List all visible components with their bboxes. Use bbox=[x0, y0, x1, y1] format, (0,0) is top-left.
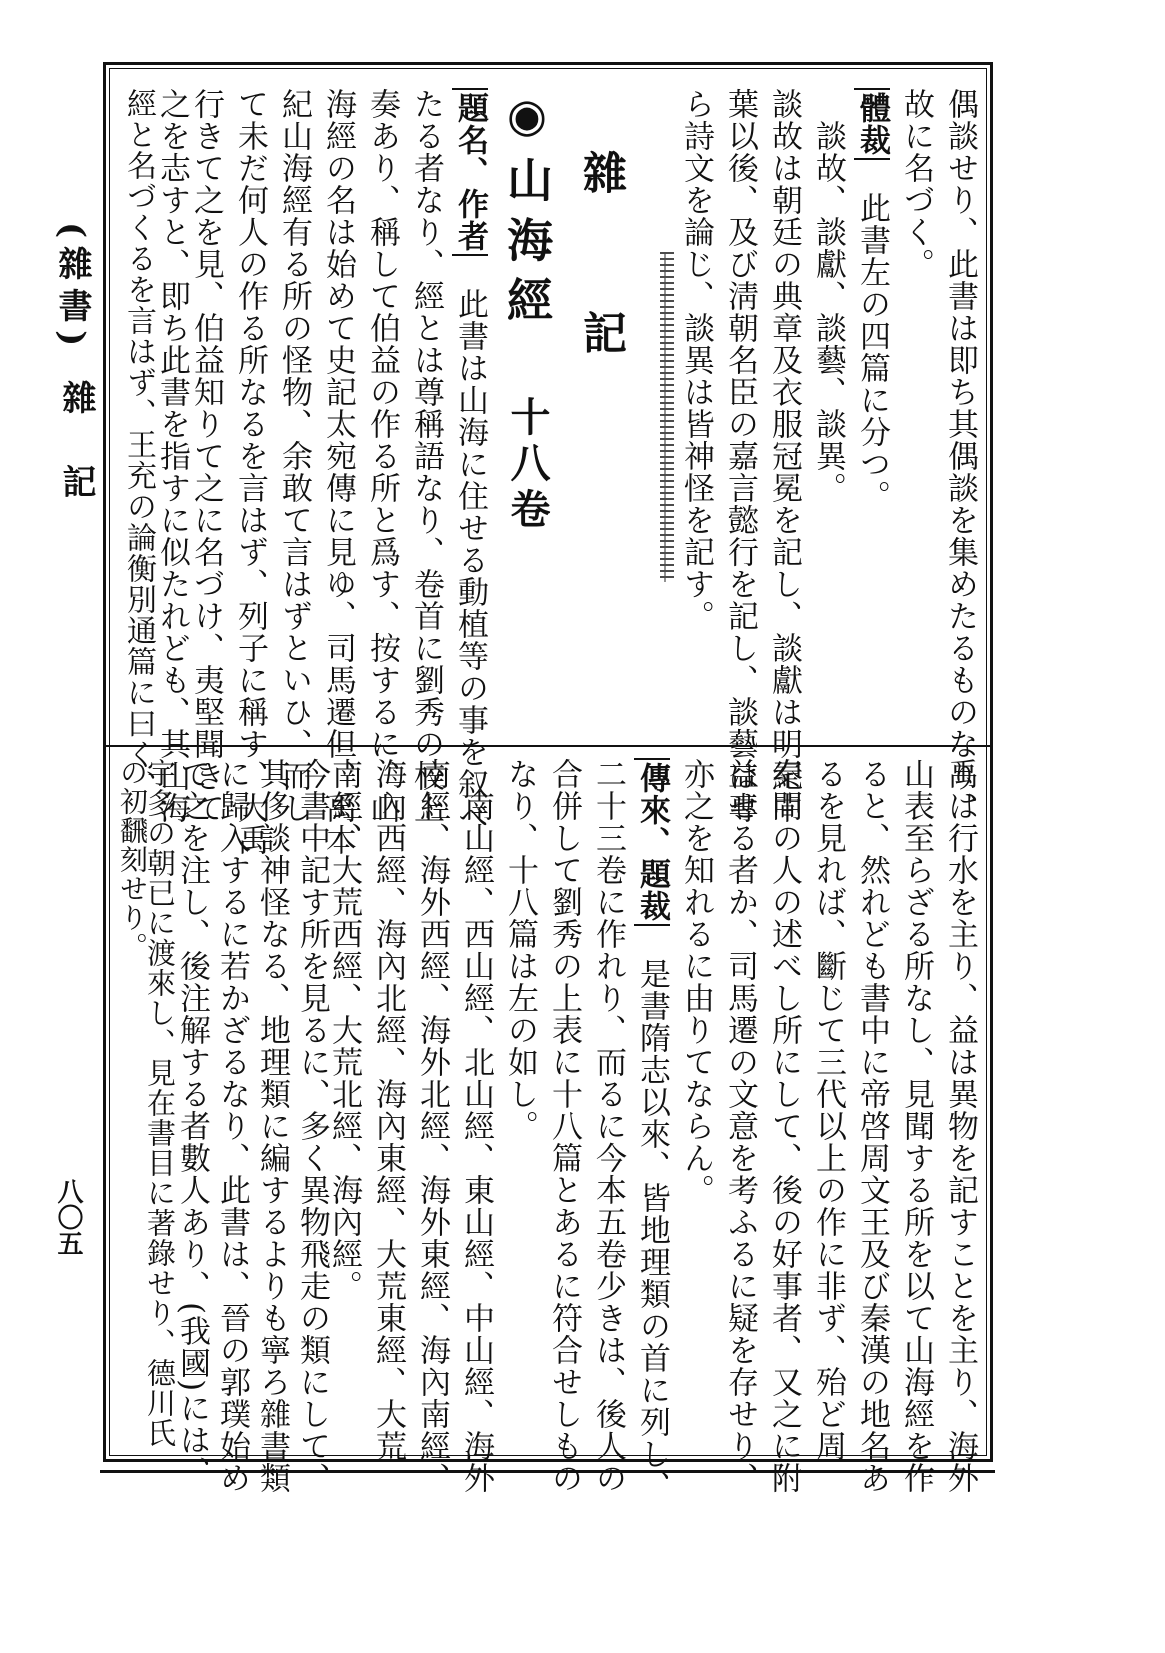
lower-cont-line-3: ると、然れども書中に帝啓周文王及び秦漢の地名あ bbox=[854, 758, 890, 1494]
taiko-line-4: 葉以後、及び淸朝名臣の嘉言懿行を記し、談藝は專 bbox=[722, 88, 758, 824]
section-heading: 雜 記 bbox=[575, 150, 626, 390]
daimei-label: 題名、作者 bbox=[452, 88, 488, 256]
daimei-line-5: 紀山海經有る所の怪物、余敢て言はずといひ、而し bbox=[276, 88, 312, 824]
taiko-label: 體裁 bbox=[854, 88, 890, 160]
book-title-text: ◉山海經 bbox=[500, 88, 554, 336]
margin-category: (雜書) bbox=[52, 222, 92, 355]
daimei-line-4: 海經の名は始めて史記太宛傳に見ゆ、司馬遷但、禹本 bbox=[320, 88, 356, 856]
daimei-line-6: て未だ何人の作る所なるを言はず、列子に稱す、大禹 bbox=[232, 88, 268, 856]
closing-line-5: 宇多の朝已に渡來し、見在書目に著錄せり、德川氏 bbox=[143, 758, 177, 1448]
daimei-line-3: 奏あり、稱して伯益の作る所と爲す、按するに、山 bbox=[364, 88, 400, 824]
closing-line-1: 今書中記す所を見るに、多く異物飛走の類にして、 bbox=[294, 758, 330, 1494]
list-line-2: 南經、海外西經、海外北經、海外東經、海內南經、 bbox=[414, 758, 450, 1494]
lower-cont-line-1: 禹は行水を主り、益は異物を記すことを主り、海外 bbox=[942, 758, 978, 1494]
lower-cont-line-6: 益せる者か、司馬遷の文意を考ふるに疑を存せり、 bbox=[722, 758, 758, 1494]
lower-cont-line-5: 秦間の人の述べし所にして、後の好事者、又之に附 bbox=[766, 758, 802, 1494]
daimei-line-1: 題名、作者 此書は山海に住せる動植等の事を叙べ bbox=[448, 88, 492, 832]
denrai-line-2: 二十三卷に作れり、而るに今本五卷少きは、後人の bbox=[590, 758, 626, 1494]
denrai-line-3: 合併して劉秀の上表に十八篇とあるに符合せしもの bbox=[546, 758, 582, 1494]
taiko-line-5: ら詩文を論じ、談異は皆神怪を記す。 bbox=[678, 88, 714, 632]
lower-cont-line-4: るを見れば、斷じて三代以上の作に非ず、殆ど周 bbox=[810, 758, 846, 1462]
list-line-1: 南山經、西山經、北山經、東山經、中山經、海外 bbox=[458, 790, 494, 1494]
closing-line-4: て之を注し、後注解する者數人あり、(我國)には、 bbox=[174, 758, 210, 1489]
lower-cont-line-2: 山表至らざる所なし、見聞する所を以て山海經を作 bbox=[898, 758, 934, 1494]
list-line-3: 海內西經、海內北經、海內東經、大荒東經、大荒 bbox=[370, 758, 406, 1462]
denrai-label: 傳來、題裁 bbox=[634, 758, 670, 926]
lower-cont-line-7: 亦之を知れるに由りてならん。 bbox=[678, 758, 714, 1206]
closing-line-2: 其侈談神怪なる、地理類に編するよりも寧ろ雜書類 bbox=[254, 758, 290, 1494]
taiko-line-3: 談故は朝廷の典章及衣服冠冕を記し、談獻は明紀中 bbox=[766, 88, 802, 824]
denrai-line-1: 傳來、題裁 是書隋志以來、皆地理類の首に列し、 bbox=[630, 758, 674, 1502]
upper-intro-line-2: 故に名づく。 bbox=[898, 88, 934, 280]
daimei-line-8: 之を志すと、即ち此書を指すに似たれども、其山海 bbox=[154, 88, 190, 824]
taiko-line-2: 談故、談獻、談藝、談異。 bbox=[810, 120, 846, 504]
taiko-line-1: 體裁 此書左の四篇に分つ。 bbox=[850, 88, 894, 512]
denrai-line-4: なり、十八篇は左の如し。 bbox=[502, 758, 538, 1142]
daimei-line-2: たる者なり、經とは尊稱語なり、卷首に劉秀の校上 bbox=[408, 88, 444, 824]
margin-section: 雜 記 bbox=[56, 380, 96, 506]
wavy-rule bbox=[660, 252, 674, 582]
book-title bbox=[500, 88, 554, 534]
upper-intro-line-1: 偶談せり、此書は即ち其偶談を集めたるものなり、 bbox=[942, 88, 978, 824]
closing-line-3: に歸入するに若かざるなり、此書は、晉の郭璞始め bbox=[214, 758, 250, 1494]
list-line-4: 南經、大荒西經、大荒北經、海內經。 bbox=[326, 758, 362, 1302]
daimei-line-7: 行きて之を見、伯益知りて之に名づけ、夷堅聞きて bbox=[188, 88, 224, 824]
book-volumes: 十八卷 bbox=[504, 396, 551, 534]
closing-line-6: の初飜刻せり。 bbox=[116, 758, 149, 961]
daimei-line-9: 經と名づくるを言はず、王充の論衡別通篇に曰く、 bbox=[121, 88, 156, 801]
page-number: 八〇五 bbox=[53, 1178, 83, 1256]
